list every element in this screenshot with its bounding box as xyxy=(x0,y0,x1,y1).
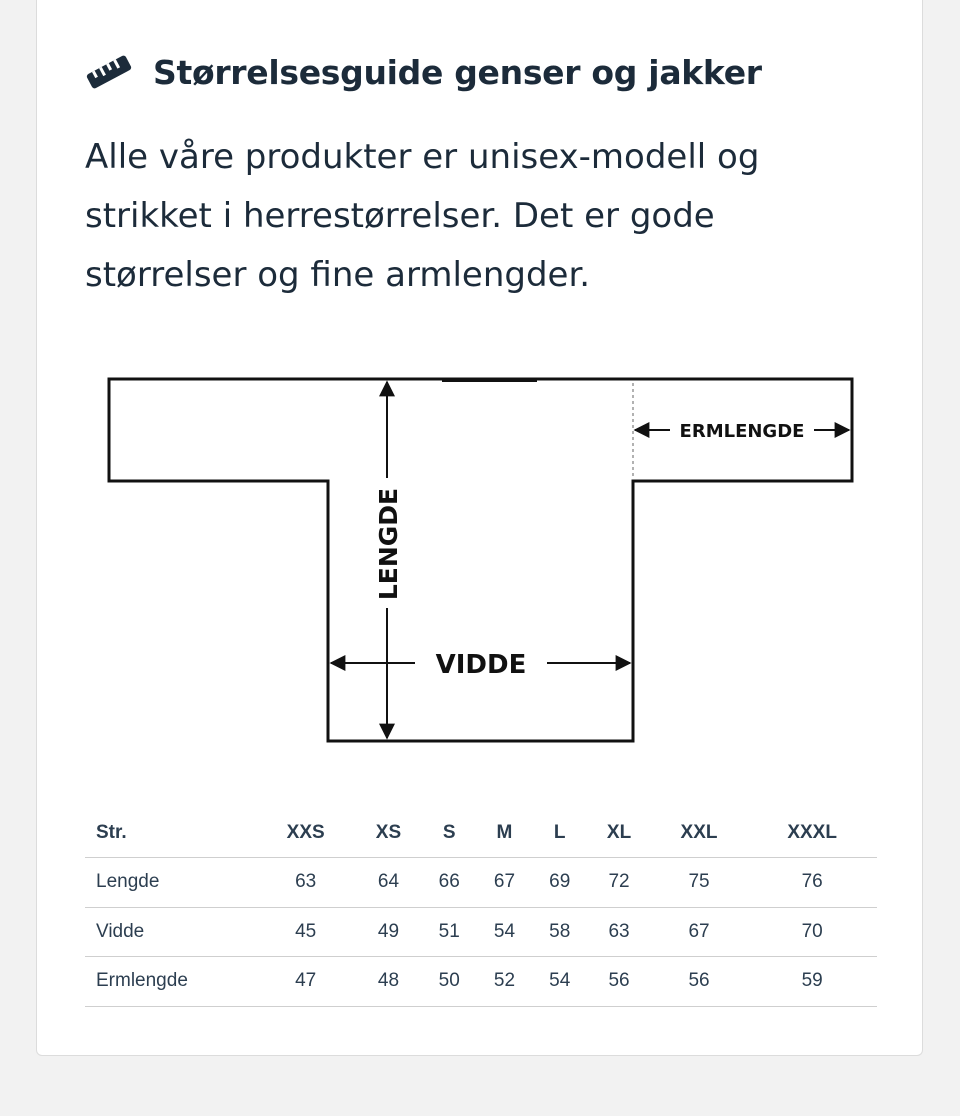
table-cell: 67 xyxy=(651,907,748,957)
row-label: Ermlengde xyxy=(85,957,256,1007)
table-cell: 56 xyxy=(651,957,748,1007)
size-guide-card xyxy=(36,0,923,1056)
width-label: VIDDE xyxy=(435,650,527,680)
table-cell: 49 xyxy=(355,907,421,957)
table-cell: 63 xyxy=(587,907,650,957)
table-cell: 51 xyxy=(422,907,477,957)
row-label: Vidde xyxy=(85,907,256,957)
table-row xyxy=(85,858,877,908)
table-cell: 69 xyxy=(532,858,587,908)
table-cell: 45 xyxy=(256,907,355,957)
table-cell: 67 xyxy=(477,858,532,908)
header-cell: XXXL xyxy=(747,808,877,858)
header-cell: XS xyxy=(355,808,421,858)
table-cell: 70 xyxy=(747,907,877,957)
header-cell: M xyxy=(477,808,532,858)
header-cell: S xyxy=(422,808,477,858)
table-header-row xyxy=(85,808,877,858)
table-cell: 63 xyxy=(256,858,355,908)
table-cell: 66 xyxy=(422,858,477,908)
size-table xyxy=(85,808,877,1007)
ruler-icon xyxy=(85,52,133,92)
table-cell: 56 xyxy=(587,957,650,1007)
table-cell: 50 xyxy=(422,957,477,1007)
page-title: Størrelsesguide genser og jakker xyxy=(153,52,762,92)
row-label: Lengde xyxy=(85,858,256,908)
table-cell: 54 xyxy=(532,957,587,1007)
table-cell: 59 xyxy=(747,957,877,1007)
header-cell: XXS xyxy=(256,808,355,858)
sweater-diagram xyxy=(37,350,924,770)
header-cell: Str. xyxy=(85,808,256,858)
table-row xyxy=(85,907,877,957)
table-cell: 75 xyxy=(651,858,748,908)
title-row xyxy=(85,52,762,92)
table-cell: 52 xyxy=(477,957,532,1007)
table-row xyxy=(85,957,877,1007)
header-cell: L xyxy=(532,808,587,858)
table-cell: 76 xyxy=(747,858,877,908)
header-cell: XXL xyxy=(651,808,748,858)
table-cell: 64 xyxy=(355,858,421,908)
length-label: LENGDE xyxy=(374,487,403,601)
table-cell: 47 xyxy=(256,957,355,1007)
table-cell: 54 xyxy=(477,907,532,957)
intro-text: Alle våre produkter er unisex-modell og strikket i herrestørrelser. Det er gode størrelser og fine armlengder. xyxy=(85,137,760,295)
table-cell: 58 xyxy=(532,907,587,957)
sleeve-label: ERMLENGDE xyxy=(679,421,805,442)
header-cell: XL xyxy=(587,808,650,858)
table-cell: 72 xyxy=(587,858,650,908)
table-cell: 48 xyxy=(355,957,421,1007)
